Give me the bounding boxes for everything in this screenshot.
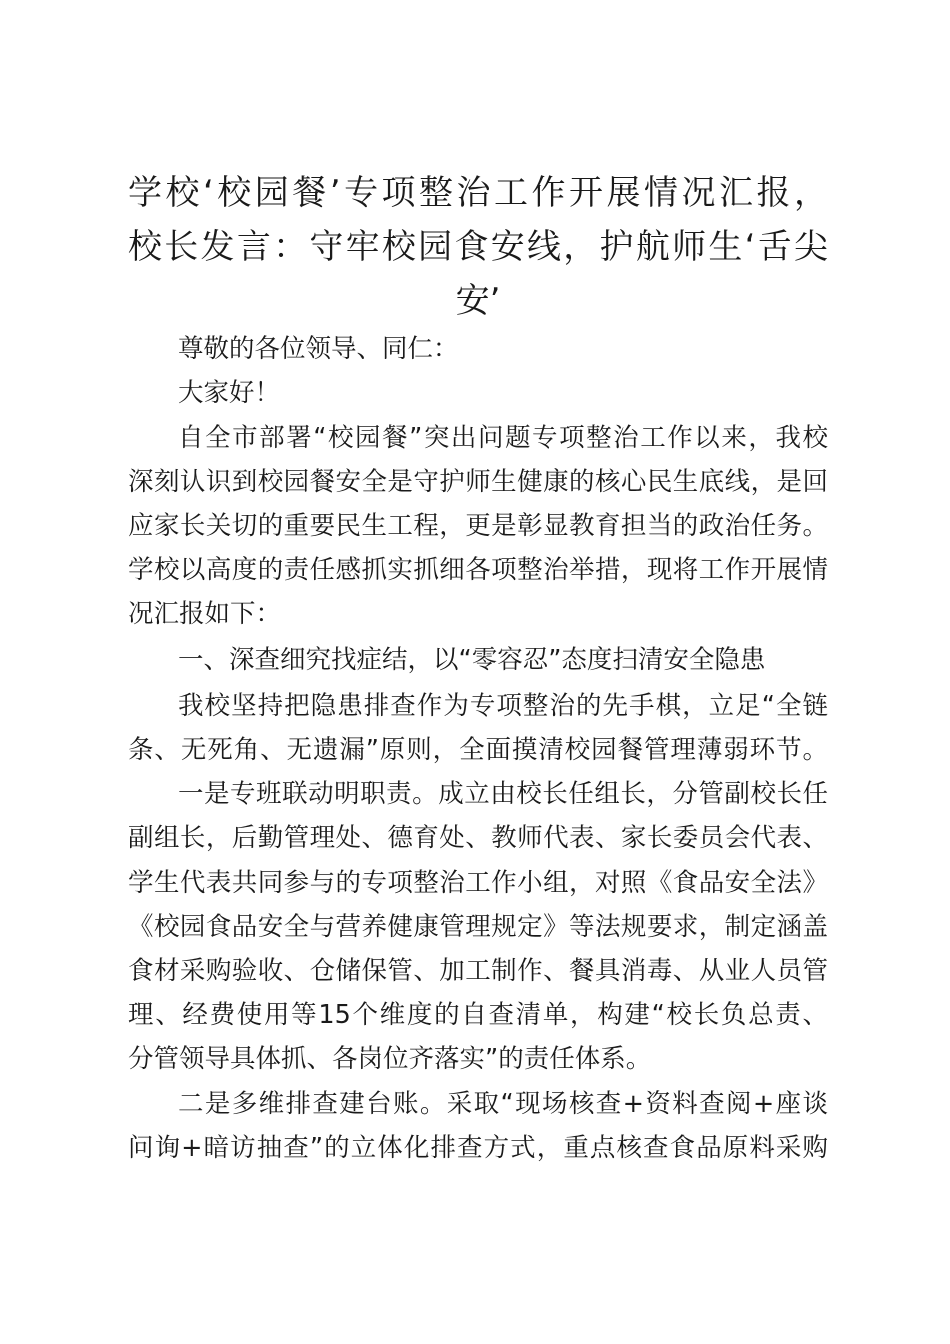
body-line: 食材采购验收、仓储保管、加工制作、餐具消毒、从业人员管 (128, 956, 828, 986)
body-line: 自全市部署“校园餐”突出问题专项整治工作以来，我校 (178, 423, 828, 453)
document-title-line-3: 安’ (455, 281, 501, 321)
document-title-line-2: 校长发言：守牢校园食安线，护航师生‘舌尖 (128, 227, 828, 267)
body-line: 我校坚持把隐患排查作为专项整治的先手棋，立足“全链 (178, 691, 828, 721)
body-line: 理、经费使用等15个维度的自查清单，构建“校长负总责、 (128, 1000, 828, 1030)
salutation: 尊敬的各位领导、同仁： (178, 334, 459, 364)
body-line: 学生代表共同参与的专项整治工作小组，对照《食品安全法》 (128, 868, 828, 898)
body-line: 况汇报如下： (128, 599, 282, 629)
document-title-line-1: 学校‘校园餐’专项整治工作开展情况汇报， (128, 173, 828, 213)
body-line: 问询+暗访抽查”的立体化排查方式，重点核查食品原料采购 (128, 1133, 828, 1163)
body-line: 学校以高度的责任感抓实抓细各项整治举措，现将工作开展情 (128, 555, 828, 585)
body-line: 一是专班联动明职责。成立由校长任组长，分管副校长任 (178, 779, 828, 809)
body-line: 深刻认识到校园餐安全是守护师生健康的核心民生底线，是回 (128, 467, 828, 497)
body-line: 《校园食品安全与营养健康管理规定》等法规要求，制定涵盖 (128, 912, 828, 942)
body-line: 分管领导具体抓、各岗位齐落实”的责任体系。 (128, 1044, 652, 1074)
section-heading-1: 一、深查细究找症结，以“零容忍”态度扫清安全隐患 (178, 645, 766, 675)
body-line: 二是多维排查建台账。采取“现场核查+资料查阅+座谈 (178, 1089, 828, 1119)
body-line: 条、无死角、无遗漏”原则，全面摸清校园餐管理薄弱环节。 (128, 735, 828, 765)
body-line: 应家长关切的重要民生工程，更是彰显教育担当的政治任务。 (128, 511, 828, 541)
greeting: 大家好！ (178, 378, 281, 408)
body-line: 副组长，后勤管理处、德育处、教师代表、家长委员会代表、 (128, 823, 828, 853)
